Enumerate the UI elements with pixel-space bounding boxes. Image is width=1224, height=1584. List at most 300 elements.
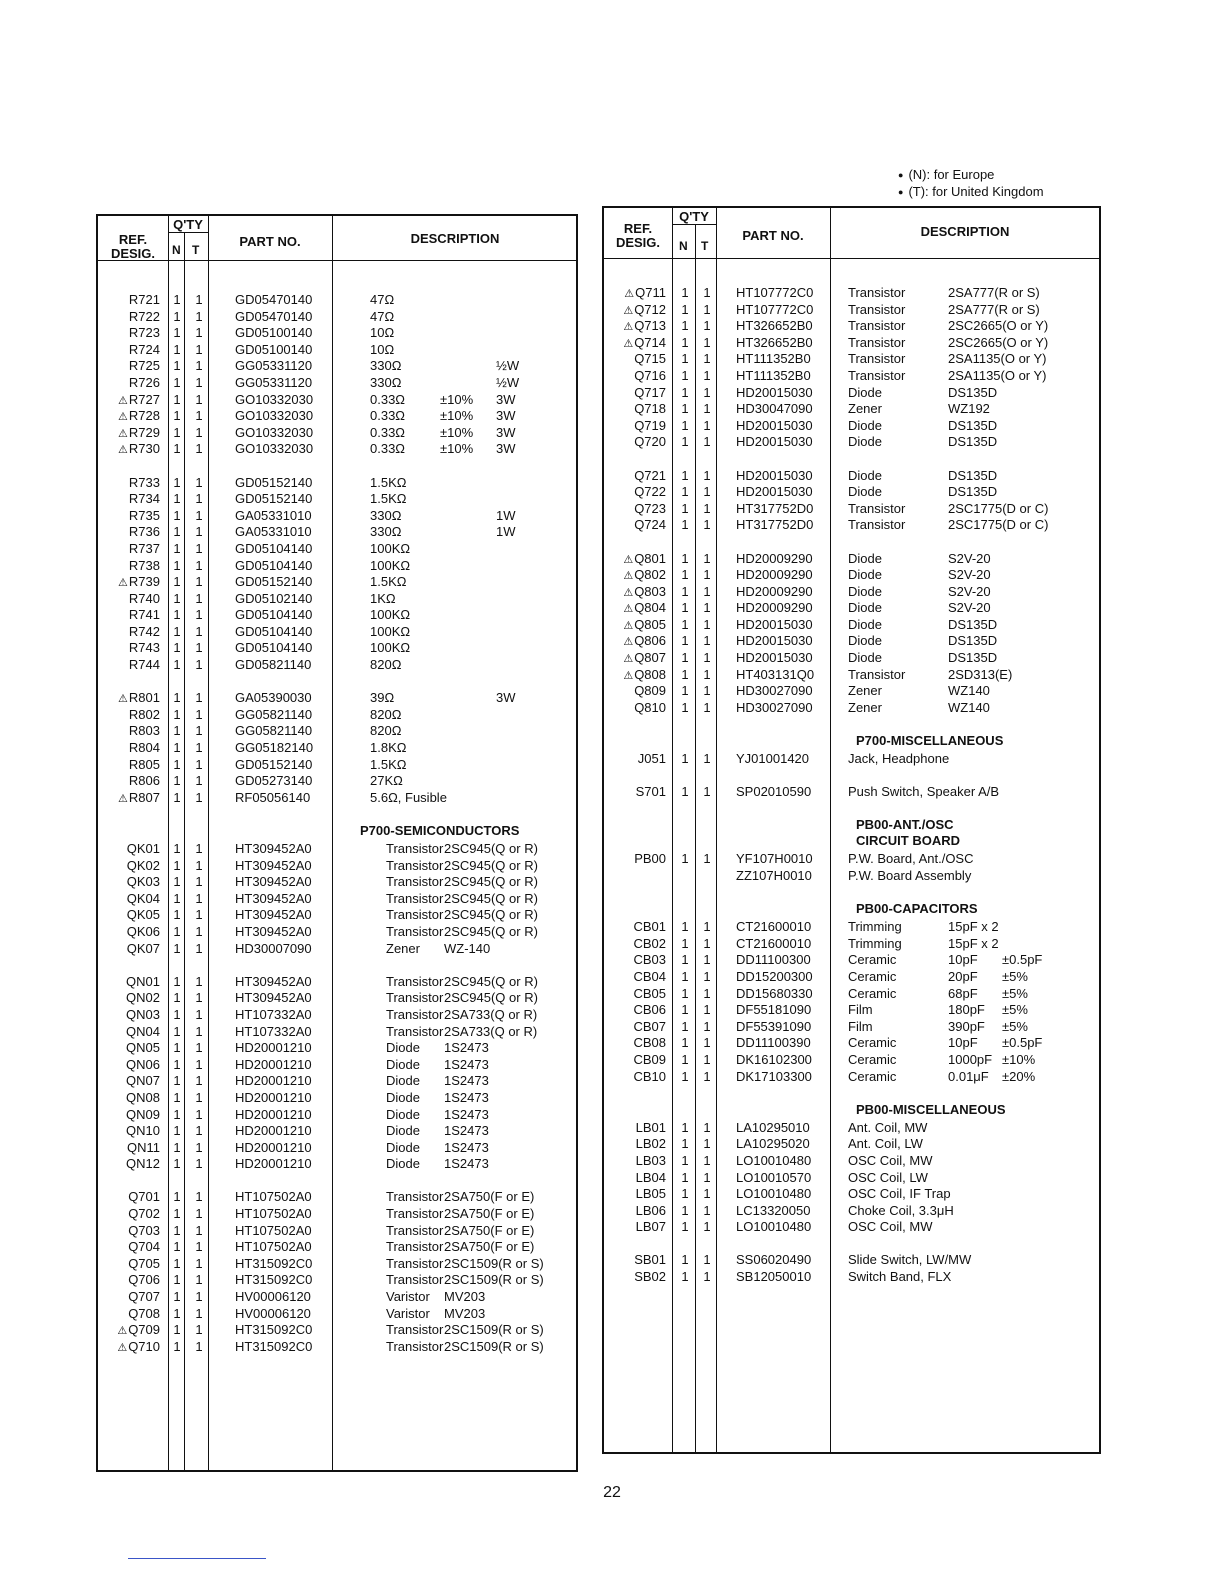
qty-t: 1	[195, 690, 203, 706]
ref-text: Q808	[634, 666, 666, 682]
qty-n: 1	[173, 1322, 181, 1338]
table-row	[98, 375, 576, 392]
description: Transistor	[386, 874, 444, 890]
qty-n: 1	[173, 640, 181, 656]
qty-t: 1	[195, 557, 203, 573]
ref-designator	[604, 700, 666, 715]
table-row	[604, 468, 1099, 485]
part-number: HV00006120	[235, 1289, 311, 1305]
qty-n: 1	[173, 474, 181, 490]
qty-n: 1	[173, 491, 181, 507]
description: Varistor	[386, 1289, 430, 1305]
ref-text: Q804	[634, 600, 666, 616]
description: Transistor	[386, 1272, 444, 1288]
ref-text: Q809	[634, 683, 666, 699]
qty-n: 1	[681, 600, 689, 616]
description: Ceramic	[848, 952, 897, 968]
table-row	[98, 1289, 576, 1306]
part-number: GD05152140	[235, 474, 313, 490]
qty-n: 1	[173, 923, 181, 939]
part-number: HT309452A0	[235, 907, 312, 923]
table-row	[604, 551, 1099, 568]
ref-designator	[98, 841, 160, 856]
part-number: SS06020490	[736, 1252, 812, 1268]
ref-designator	[604, 434, 666, 449]
table-row	[98, 292, 576, 309]
description-rating: 1W	[496, 507, 516, 523]
ref-text: Q810	[634, 699, 666, 715]
ref-designator	[98, 607, 160, 622]
ref-text: QN03	[126, 1006, 160, 1022]
safety-warning-icon: ⚠	[623, 653, 634, 666]
description: 0.33Ω	[370, 408, 406, 424]
qty-t: 1	[703, 384, 711, 400]
ref-designator	[604, 551, 666, 566]
qty-n: 1	[173, 756, 181, 772]
qty-n: 1	[681, 384, 689, 400]
description: Diode	[848, 417, 882, 433]
row-group	[604, 901, 1099, 1085]
ref-text: J051	[637, 751, 666, 767]
part-number: DK16102300	[736, 1051, 812, 1067]
ref-text: LB02	[635, 1136, 666, 1152]
ref-designator	[98, 773, 160, 788]
part-number: DD11100300	[736, 952, 811, 968]
section-heading: P700-MISCELLANEOUS	[856, 733, 1004, 749]
qty-t: 1	[195, 1305, 203, 1321]
ref-designator	[604, 318, 666, 333]
ref-designator	[604, 633, 666, 648]
ref-designator	[98, 657, 160, 672]
table-row	[98, 607, 576, 624]
part-number: HT315092C0	[235, 1272, 313, 1288]
qty-n: 1	[173, 1006, 181, 1022]
description: OSC Coil, LW	[848, 1169, 928, 1185]
ref-text: Q705	[128, 1255, 160, 1271]
table-row	[98, 342, 576, 359]
description: Ceramic	[848, 985, 897, 1001]
right-parts-table	[602, 206, 1101, 1454]
ref-text: Q707	[128, 1289, 160, 1305]
table-row	[604, 952, 1099, 969]
part-number: LO10010570	[736, 1169, 812, 1185]
table-row	[98, 757, 576, 774]
description: 100KΩ	[370, 607, 411, 623]
part-number: SP02010590	[736, 784, 812, 800]
description: 5.6Ω, Fusible	[370, 789, 447, 805]
ref-text: Q719	[634, 417, 666, 433]
ref-designator	[604, 351, 666, 366]
table-row	[604, 501, 1099, 518]
table-row	[98, 891, 576, 908]
part-number: HT309452A0	[235, 923, 312, 939]
description: Diode	[848, 384, 882, 400]
ref-designator	[604, 617, 666, 632]
ref-text: R725	[128, 358, 160, 374]
ref-text: R735	[128, 507, 160, 523]
row-group	[604, 468, 1099, 534]
qty-t: 1	[195, 990, 203, 1006]
part-number: ZZ107H0010	[736, 868, 812, 883]
ref-designator	[604, 335, 666, 350]
ref-text: QK03	[126, 874, 160, 890]
description: Ceramic	[848, 968, 897, 984]
description: 100KΩ	[370, 640, 411, 656]
qty-t: 1	[195, 756, 203, 772]
header-n: N	[172, 243, 181, 257]
qty-n: 1	[173, 1056, 181, 1072]
part-number: HD20015030	[736, 384, 813, 400]
table-row	[98, 1090, 576, 1107]
qty-t: 1	[703, 633, 711, 649]
qty-t: 1	[703, 301, 711, 317]
ref-text: CB10	[633, 1068, 666, 1084]
ref-designator	[604, 302, 666, 317]
qty-n: 1	[173, 391, 181, 407]
ref-designator	[98, 475, 160, 490]
description-value: 2SC2665(O or Y)	[948, 318, 1049, 334]
qty-t: 1	[195, 524, 203, 540]
table-row	[604, 1035, 1099, 1052]
part-number: HD20009290	[736, 600, 813, 616]
part-number: RF05056140	[235, 789, 311, 805]
description: Transistor	[386, 907, 444, 923]
qty-n: 1	[173, 574, 181, 590]
description-rating: 3W	[496, 424, 516, 440]
table-row	[98, 574, 576, 591]
description-value: 2SC945(Q or R)	[444, 907, 538, 923]
ref-text: SB01	[634, 1252, 666, 1268]
description: 27KΩ	[370, 773, 403, 789]
description: Varistor	[386, 1305, 430, 1321]
table-row	[98, 425, 576, 442]
ref-designator	[604, 1203, 666, 1218]
qty-n: 1	[681, 351, 689, 367]
qty-n: 1	[681, 1169, 689, 1185]
table-row	[98, 974, 576, 991]
ref-designator	[604, 285, 666, 300]
ref-designator	[604, 401, 666, 416]
table-row	[98, 392, 576, 409]
description-value: 2SA750(F or E)	[444, 1206, 535, 1222]
row-group	[98, 475, 576, 674]
qty-n: 1	[681, 1252, 689, 1268]
description: Diode	[386, 1056, 420, 1072]
ref-text: Q701	[128, 1189, 160, 1205]
ref-designator	[98, 1339, 160, 1354]
description-value: 2SC1509(R or S)	[444, 1272, 544, 1288]
description: Transistor	[386, 1338, 444, 1354]
ref-designator	[604, 517, 666, 532]
ref-text: S701	[635, 784, 666, 800]
ref-designator	[98, 1322, 160, 1337]
table-row	[98, 524, 576, 541]
description: Diode	[386, 1106, 420, 1122]
qty-t: 1	[703, 935, 711, 951]
table-row	[604, 434, 1099, 451]
qty-n: 1	[173, 341, 181, 357]
qty-n: 1	[681, 484, 689, 500]
description-value: 1S2473	[444, 1106, 489, 1122]
ref-designator	[98, 1073, 160, 1088]
table-row	[604, 385, 1099, 402]
section-heading: P700-SEMICONDUCTORS	[360, 823, 520, 838]
table-row	[604, 851, 1099, 868]
table-row	[98, 1256, 576, 1273]
qty-t: 1	[195, 1123, 203, 1139]
part-number: DF55391090	[736, 1018, 812, 1034]
legend-uk: ● (T): for United Kingdom	[898, 184, 1044, 201]
description-value: S2V-20	[948, 583, 991, 599]
ref-designator	[98, 1024, 160, 1039]
qty-t: 1	[703, 318, 711, 334]
ref-designator	[98, 1140, 160, 1155]
table-row	[98, 1007, 576, 1024]
qty-t: 1	[195, 841, 203, 856]
qty-t: 1	[195, 706, 203, 722]
ref-text: CB08	[633, 1035, 666, 1051]
part-number: GD05104140	[235, 607, 313, 623]
table-row	[604, 335, 1099, 352]
ref-designator	[604, 683, 666, 698]
part-number: DD15200300	[736, 968, 813, 984]
qty-t: 1	[195, 424, 203, 440]
qty-t: 1	[703, 417, 711, 433]
table-row	[98, 475, 576, 492]
safety-warning-icon: ⚠	[623, 636, 634, 649]
table-row	[98, 1107, 576, 1124]
part-number: GA05331010	[235, 524, 312, 540]
table-row	[98, 657, 576, 674]
qty-t: 1	[703, 919, 711, 935]
qty-t: 1	[703, 968, 711, 984]
section-heading: PB00-MISCELLANEOUS	[856, 1101, 1006, 1117]
safety-warning-icon: ⚠	[623, 337, 634, 350]
safety-warning-icon: ⚠	[118, 394, 128, 407]
part-number: HT107332A0	[235, 1006, 312, 1022]
description-value: ±10%	[440, 391, 474, 407]
part-number: GD05470140	[235, 292, 313, 307]
part-number: HT107332A0	[235, 1023, 312, 1039]
description-value: 1S2473	[444, 1073, 489, 1089]
row-group	[604, 551, 1099, 717]
table-row	[604, 318, 1099, 335]
qty-n: 1	[173, 1040, 181, 1056]
qty-t: 1	[703, 616, 711, 632]
description-value: MV203	[444, 1305, 486, 1321]
ref-text: Q703	[128, 1222, 160, 1238]
part-number: HD20015030	[736, 484, 813, 500]
description-value: ±10%	[440, 441, 474, 457]
description: Diode	[848, 567, 882, 583]
ref-text: CB01	[633, 919, 666, 935]
part-number: GG05331120	[235, 358, 313, 374]
description-value: 2SC945(Q or R)	[444, 857, 538, 873]
qty-t: 1	[195, 607, 203, 623]
qty-n: 1	[681, 935, 689, 951]
table-row	[98, 591, 576, 608]
qty-n: 1	[173, 308, 181, 324]
table-row	[98, 1057, 576, 1074]
description: Zener	[848, 683, 882, 699]
ref-text: R722	[128, 308, 160, 324]
ref-text: QN06	[126, 1056, 160, 1072]
qty-t: 1	[703, 650, 711, 666]
ref-text: QN10	[126, 1123, 160, 1139]
part-number: GD05152140	[235, 491, 313, 507]
table-row	[604, 1186, 1099, 1203]
part-number: GD05104140	[235, 557, 313, 573]
description-rating: ±5%	[1002, 985, 1028, 1001]
table-row	[604, 1002, 1099, 1019]
ref-designator	[98, 508, 160, 523]
table-row	[98, 773, 576, 790]
ref-designator	[98, 309, 160, 324]
description-value: 1S2473	[444, 1056, 489, 1072]
description-value: 2SA733(Q or R)	[444, 1006, 538, 1022]
header-qty: Q'TY	[679, 209, 709, 224]
ref-text: R806	[128, 773, 160, 789]
part-number: HT309452A0	[235, 890, 312, 906]
ref-designator	[98, 591, 160, 606]
table-row	[604, 936, 1099, 953]
part-number: HT107502A0	[235, 1222, 312, 1238]
table-row	[604, 418, 1099, 435]
part-number: DD15680330	[736, 985, 813, 1001]
qty-n: 1	[681, 550, 689, 566]
description: 820Ω	[370, 657, 402, 673]
ref-text: QN08	[126, 1089, 160, 1105]
qty-n: 1	[173, 358, 181, 374]
table-row	[98, 1272, 576, 1289]
ref-text: Q802	[634, 567, 666, 583]
ref-designator	[604, 650, 666, 665]
qty-n: 1	[681, 1219, 689, 1235]
safety-warning-icon: ⚠	[623, 669, 634, 682]
qty-t: 1	[195, 740, 203, 756]
description-rating: ½W	[496, 374, 520, 390]
qty-t: 1	[195, 1338, 203, 1354]
ref-designator	[604, 584, 666, 599]
description: Choke Coil, 3.3μH	[848, 1202, 954, 1218]
ref-designator	[98, 740, 160, 755]
ref-text: Q711	[635, 285, 666, 300]
description: Diode	[386, 1123, 420, 1139]
description-value: 1000pF	[948, 1051, 993, 1067]
description-value: 2SA750(F or E)	[444, 1239, 535, 1255]
qty-t: 1	[703, 517, 711, 533]
qty-n: 1	[173, 424, 181, 440]
ref-text: QN01	[126, 973, 160, 989]
qty-t: 1	[703, 467, 711, 483]
ref-designator	[98, 757, 160, 772]
qty-t: 1	[195, 1255, 203, 1271]
qty-n: 1	[173, 607, 181, 623]
description-value: 1S2473	[444, 1089, 489, 1105]
ref-text: QK05	[126, 907, 160, 923]
qty-t: 1	[195, 408, 203, 424]
description: Transistor	[386, 1023, 444, 1039]
qty-n: 1	[173, 773, 181, 789]
part-number: HT309452A0	[235, 841, 312, 856]
qty-n: 1	[173, 408, 181, 424]
table-row	[98, 325, 576, 342]
qty-t: 1	[703, 1202, 711, 1218]
ref-text: CB07	[633, 1018, 666, 1034]
qty-n: 1	[681, 851, 689, 867]
part-number: HT111352B0	[736, 367, 811, 383]
ref-text: R721	[128, 292, 160, 307]
ref-text: R740	[128, 590, 160, 606]
table-row	[98, 1024, 576, 1041]
row-group	[604, 1252, 1099, 1285]
qty-t: 1	[703, 1136, 711, 1152]
table-row	[604, 986, 1099, 1003]
ref-text: R744	[128, 657, 160, 673]
qty-n: 1	[681, 751, 689, 767]
description: Transistor	[386, 923, 444, 939]
row-group	[604, 1102, 1099, 1236]
description-rating: ±0.5pF	[1002, 952, 1043, 968]
table-row	[604, 1120, 1099, 1137]
ref-designator	[604, 1252, 666, 1267]
qty-t: 1	[703, 1051, 711, 1067]
qty-t: 1	[195, 1189, 203, 1205]
part-number: HD30007090	[235, 940, 312, 956]
description-value: 10pF	[948, 952, 978, 968]
table-row	[98, 1339, 576, 1356]
qty-n: 1	[681, 985, 689, 1001]
table-row	[604, 484, 1099, 501]
ref-designator	[98, 1289, 160, 1304]
part-number: HT309452A0	[235, 874, 312, 890]
table-row	[98, 491, 576, 508]
table-row	[98, 1206, 576, 1223]
description: Transistor	[386, 1255, 444, 1271]
ref-text: SB02	[634, 1269, 666, 1285]
left-parts-table	[96, 214, 578, 1472]
qty-t: 1	[703, 851, 711, 867]
description: Push Switch, Speaker A/B	[848, 784, 1000, 800]
description-value: S2V-20	[948, 550, 991, 566]
ref-text: QK04	[126, 890, 160, 906]
description: Diode	[386, 1040, 420, 1056]
qty-t: 1	[195, 1056, 203, 1072]
part-number: HD20001210	[235, 1056, 312, 1072]
ref-text: QN11	[127, 1139, 160, 1155]
description: Diode	[848, 633, 882, 649]
description: Diode	[386, 1156, 420, 1172]
part-number: CT21600010	[736, 919, 812, 935]
ref-designator	[98, 325, 160, 340]
description-rating: ±10%	[1002, 1051, 1036, 1067]
description: Trimming	[848, 919, 902, 935]
qty-t: 1	[195, 441, 203, 457]
description-value: 2SC1509(R or S)	[444, 1322, 544, 1338]
qty-t: 1	[195, 940, 203, 956]
part-number: SB12050010	[736, 1269, 812, 1285]
qty-n: 1	[173, 1272, 181, 1288]
description-value: 1S2473	[444, 1040, 489, 1056]
ref-designator	[98, 425, 160, 440]
row-group	[604, 784, 1099, 801]
description-rating: ±20%	[1002, 1068, 1036, 1084]
description: 330Ω	[370, 374, 402, 390]
ref-text: R736	[128, 524, 160, 540]
part-number: GD05152140	[235, 574, 313, 590]
ref-text: CB04	[633, 968, 666, 984]
table-row	[604, 285, 1099, 302]
